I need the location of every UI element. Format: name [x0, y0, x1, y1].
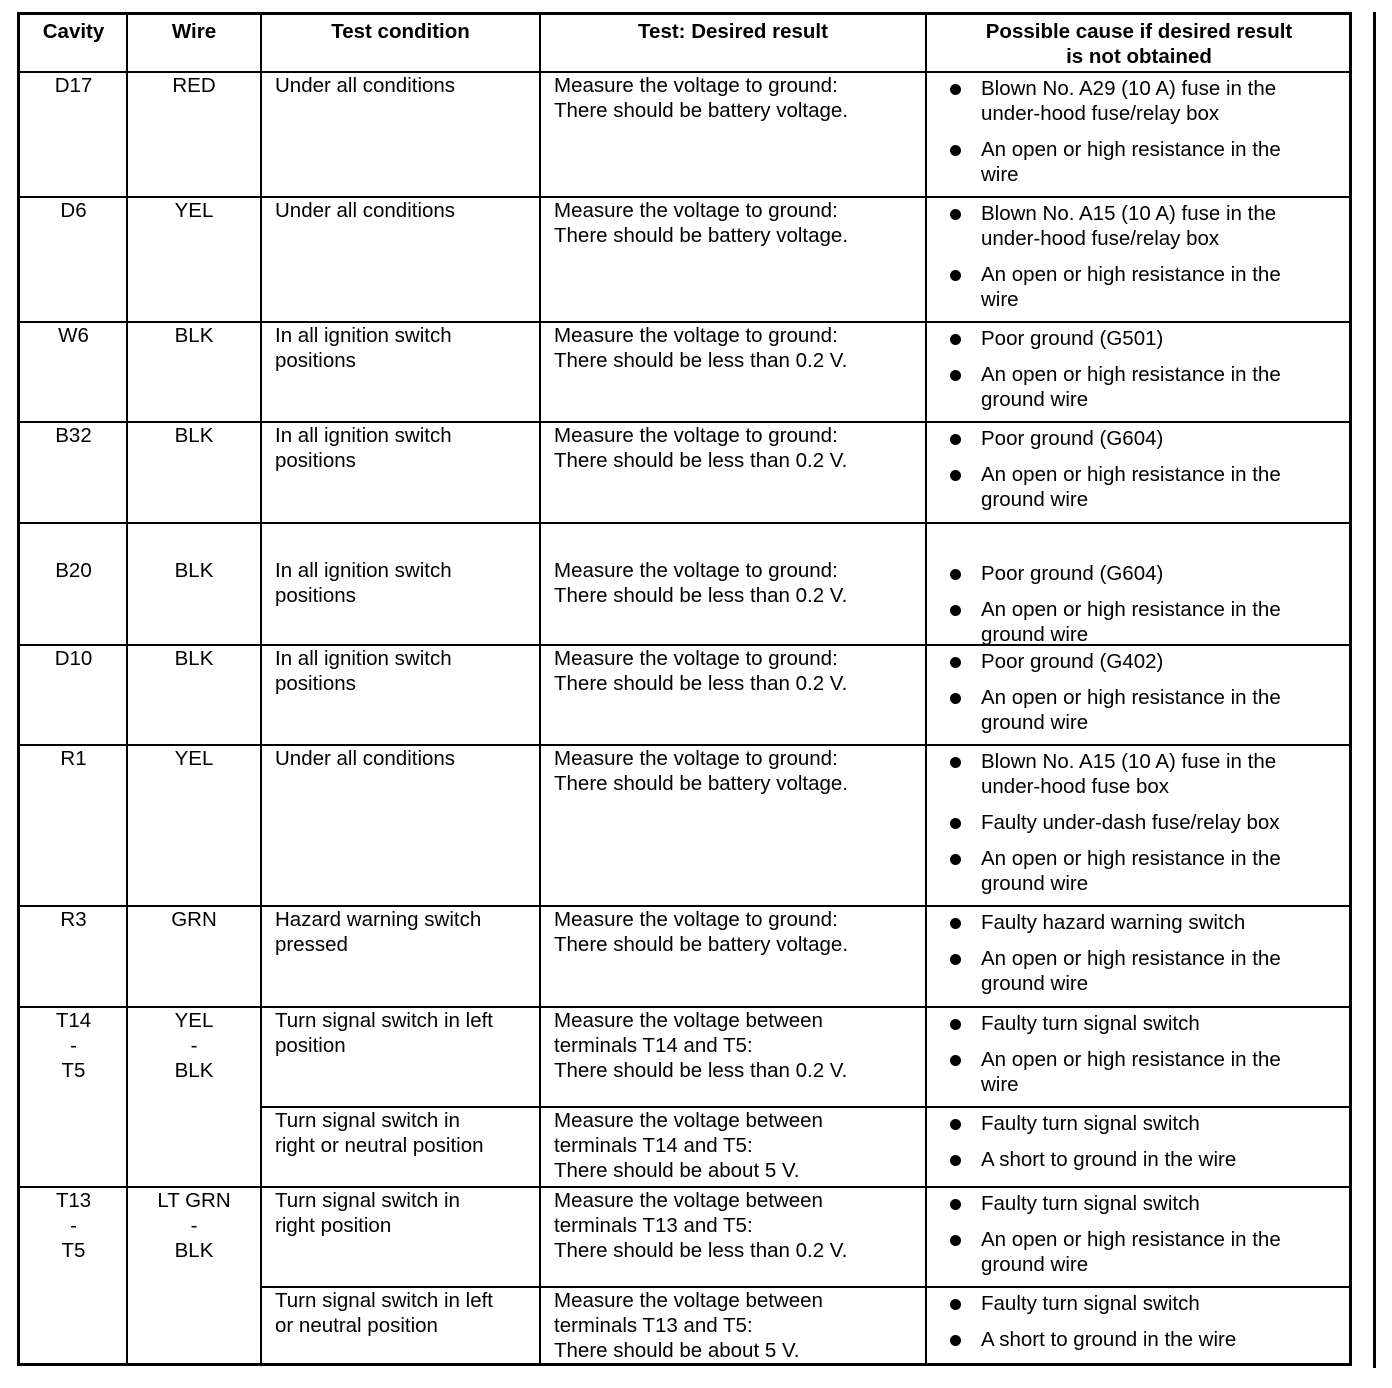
possible-cause-item: An open or high resistance in the wire: [981, 138, 1281, 186]
page-edge-bar: [1373, 12, 1376, 1368]
header-possible-cause: Possible cause if desired result is not obtained: [985, 20, 1293, 68]
possible-cause-item: An open or high resistance in the ground wire: [981, 847, 1281, 895]
desired-result-cell: Measure the voltage between terminals T14 and T5: There should be less than 0.2 V.: [554, 1009, 848, 1082]
desired-result-cell: Measure the voltage to ground: There should be less than 0.2 V.: [554, 424, 848, 472]
bullet-icon: [950, 370, 961, 381]
bullet-icon: [950, 657, 961, 668]
wire-cell: RED: [172, 74, 216, 97]
bullet-icon: [950, 818, 961, 829]
wire-cell: YEL - BLK: [174, 1009, 214, 1082]
bullet-icon: [950, 270, 961, 281]
bullet-icon: [950, 1055, 961, 1066]
test-condition-cell: Turn signal switch in right position: [275, 1189, 460, 1237]
desired-result-cell: Measure the voltage between terminals T13 and T5: There should be less than 0.2 V.: [554, 1189, 848, 1262]
bullet-icon: [950, 1119, 961, 1130]
cavity-cell: T14 - T5: [55, 1009, 92, 1082]
possible-cause-item: Blown No. A15 (10 A) fuse in the under-hood fuse/relay box: [981, 202, 1277, 250]
bullet-icon: [950, 334, 961, 345]
bullet-icon: [950, 1199, 961, 1210]
test-condition-cell: Under all conditions: [275, 199, 456, 222]
bullet-icon: [950, 569, 961, 580]
desired-result-cell: Measure the voltage to ground: There should be battery voltage.: [554, 747, 849, 795]
desired-result-cell: Measure the voltage to ground: There should be battery voltage.: [554, 74, 849, 122]
cavity-cell: B32: [55, 424, 92, 447]
desired-result-cell: Measure the voltage to ground: There should be battery voltage.: [554, 199, 849, 247]
desired-result-cell: Measure the voltage to ground: There should be less than 0.2 V.: [554, 647, 848, 695]
row-divider: [20, 522, 1352, 524]
bullet-icon: [950, 918, 961, 929]
bullet-icon: [950, 1299, 961, 1310]
test-condition-cell: In all ignition switch positions: [275, 424, 452, 472]
possible-cause-item: Faulty hazard warning switch: [981, 911, 1246, 934]
wire-cell: BLK: [174, 324, 214, 347]
bullet-icon: [950, 145, 961, 156]
test-condition-cell: In all ignition switch positions: [275, 324, 452, 372]
wire-cell: LT GRN - BLK: [157, 1189, 231, 1262]
wire-cell: YEL: [174, 199, 214, 222]
possible-cause-item: Poor ground (G604): [981, 562, 1164, 585]
possible-cause-item: An open or high resistance in the ground wire: [981, 947, 1281, 995]
possible-cause-item: Faulty turn signal switch: [981, 1112, 1200, 1135]
cavity-cell: T13 - T5: [55, 1189, 92, 1262]
bullet-icon: [950, 954, 961, 965]
desired-result-cell: Measure the voltage between terminals T13 and T5: There should be about 5 V.: [554, 1289, 823, 1362]
possible-cause-item: A short to ground in the wire: [981, 1148, 1237, 1171]
desired-result-cell: Measure the voltage to ground: There should be less than 0.2 V.: [554, 559, 848, 607]
possible-cause-item: An open or high resistance in the ground wire: [981, 463, 1281, 511]
test-condition-cell: In all ignition switch positions: [275, 647, 452, 695]
desired-result-cell: Measure the voltage between terminals T14 and T5: There should be about 5 V.: [554, 1109, 823, 1182]
bullet-icon: [950, 1235, 961, 1246]
possible-cause-item: An open or high resistance in the ground wire: [981, 598, 1281, 646]
possible-cause-item: An open or high resistance in the ground wire: [981, 363, 1281, 411]
possible-cause-item: An open or high resistance in the wire: [981, 1048, 1281, 1096]
bullet-icon: [950, 1335, 961, 1346]
bullet-icon: [950, 1019, 961, 1030]
bullet-icon: [950, 693, 961, 704]
desired-result-cell: Measure the voltage to ground: There should be less than 0.2 V.: [554, 324, 848, 372]
possible-cause-item: Blown No. A15 (10 A) fuse in the under-hood fuse box: [981, 750, 1277, 798]
header-cavity: Cavity: [42, 20, 105, 43]
test-condition-cell: Under all conditions: [275, 74, 456, 97]
possible-cause-item: Poor ground (G402): [981, 650, 1164, 673]
wire-cell: BLK: [174, 647, 214, 670]
cavity-cell: D6: [60, 199, 87, 222]
cavity-cell: B20: [55, 559, 92, 582]
bullet-icon: [950, 605, 961, 616]
possible-cause-item: Poor ground (G501): [981, 327, 1164, 350]
test-condition-cell: Turn signal switch in left position: [275, 1009, 493, 1057]
wire-cell: YEL: [174, 747, 214, 770]
bullet-icon: [950, 470, 961, 481]
column-divider: [925, 15, 927, 1363]
cavity-cell: W6: [58, 324, 89, 347]
test-condition-cell: Hazard warning switch pressed: [275, 908, 482, 956]
possible-cause-item: Faulty turn signal switch: [981, 1012, 1200, 1035]
wire-cell: BLK: [174, 424, 214, 447]
possible-cause-item: An open or high resistance in the ground wire: [981, 686, 1281, 734]
bullet-icon: [950, 757, 961, 768]
possible-cause-item: An open or high resistance in the wire: [981, 263, 1281, 311]
possible-cause-item: Blown No. A29 (10 A) fuse in the under-hood fuse/relay box: [981, 77, 1277, 125]
bullet-icon: [950, 434, 961, 445]
diagnostic-table: [17, 12, 1352, 1366]
test-condition-cell: In all ignition switch positions: [275, 559, 452, 607]
test-condition-cell: Turn signal switch in right or neutral position: [275, 1109, 484, 1157]
possible-cause-item: Faulty under-dash fuse/relay box: [981, 811, 1280, 834]
cavity-cell: D17: [54, 74, 93, 97]
wire-cell: GRN: [171, 908, 217, 931]
bullet-icon: [950, 854, 961, 865]
possible-cause-item: Poor ground (G604): [981, 427, 1164, 450]
test-condition-cell: Turn signal switch in left or neutral position: [275, 1289, 493, 1337]
header-desired-result: Test: Desired result: [638, 20, 828, 43]
cavity-cell: D10: [54, 647, 93, 670]
possible-cause-item: An open or high resistance in the ground wire: [981, 1228, 1281, 1276]
wire-cell: BLK: [174, 559, 214, 582]
cavity-cell: R1: [60, 747, 87, 770]
possible-cause-item: Faulty turn signal switch: [981, 1192, 1200, 1215]
bullet-icon: [950, 1155, 961, 1166]
test-condition-cell: Under all conditions: [275, 747, 456, 770]
header-wire: Wire: [171, 20, 217, 43]
header-test-condition: Test condition: [331, 20, 470, 43]
cavity-cell: R3: [60, 908, 87, 931]
bullet-icon: [950, 84, 961, 95]
desired-result-cell: Measure the voltage to ground: There should be battery voltage.: [554, 908, 849, 956]
bullet-icon: [950, 209, 961, 220]
possible-cause-item: Faulty turn signal switch: [981, 1292, 1200, 1315]
column-divider: [539, 15, 541, 1363]
possible-cause-item: A short to ground in the wire: [981, 1328, 1237, 1351]
